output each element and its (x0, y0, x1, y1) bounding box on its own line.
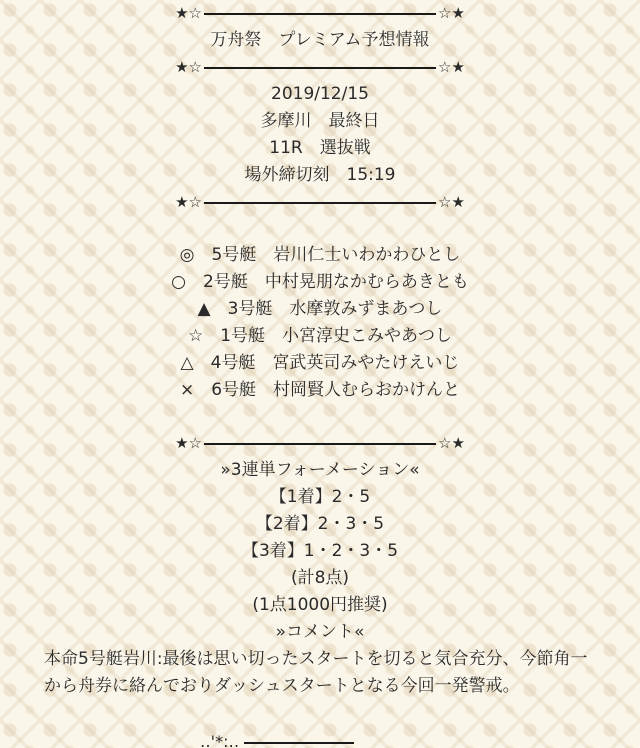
prediction-item: ☆ 1号艇 小宮淳史こみやあつし (187, 326, 453, 346)
divider-before-formation (0, 430, 640, 457)
prediction-item: ▲ 3号艇 水摩敦みずまあつし (197, 299, 443, 319)
formation-heading: »3連単フォーメーション« (220, 460, 420, 480)
spacer (0, 216, 640, 242)
formation-third: 【3着】1・2・3・5 (241, 541, 399, 561)
race-venue: 多摩川 最終日 (260, 111, 380, 131)
prediction-item: △ 4号艇 宮武英司みやたけえいじ (180, 353, 460, 373)
divider-stars-right: ☆★ (438, 193, 465, 211)
race-name: 11R 選抜戦 (269, 138, 371, 158)
divider-stars-right: ☆★ (438, 58, 465, 76)
page-title: 万舟祭 プレミアム予想情報 (210, 30, 430, 50)
divider-stars-left: ★☆ (175, 434, 202, 452)
divider-rule (204, 67, 436, 69)
divider-after-title (0, 54, 640, 81)
spacer (0, 404, 640, 430)
race-date: 2019/12/15 (271, 84, 369, 104)
divider-stars-left: ★☆ (175, 4, 202, 22)
formation-total: (計8点) (290, 568, 350, 588)
prediction-item: × 6号艇 村岡賢人むらおかけんと (179, 380, 461, 400)
prediction-item: ○ 2号艇 中村晃朋なかむらあきとも (171, 272, 469, 292)
divider-after-race (0, 189, 640, 216)
footer-partial-text: ‥'*:‥ (200, 734, 240, 748)
prediction-list (0, 242, 640, 404)
divider-stars-right: ☆★ (438, 434, 465, 452)
divider-stars-left: ★☆ (175, 58, 202, 76)
prediction-item: ◎ 5号艇 岩川仁士いわかわひとし (179, 245, 461, 265)
comment-body: 本命5号艇岩川:最後は思い切ったスタートを切ると気合充分、今節角一から舟券に絡んでおりダッシュスタートとなる今回一発警戒。 (44, 649, 588, 696)
divider-rule (204, 202, 436, 204)
formation-recommend: (1点1000円推奨) (252, 595, 388, 615)
divider-rule (244, 742, 354, 744)
divider-rule (204, 443, 436, 445)
formation-second: 【2着】2・3・5 (255, 514, 385, 534)
divider-stars-right: ☆★ (438, 4, 465, 22)
divider-rule (204, 13, 436, 15)
divider-stars-left: ★☆ (175, 193, 202, 211)
divider-top (0, 0, 640, 27)
race-deadline: 場外締切刻 15:19 (244, 165, 396, 185)
comment-heading: »コメント« (275, 622, 365, 642)
formation-first: 【1着】2・5 (269, 487, 371, 507)
